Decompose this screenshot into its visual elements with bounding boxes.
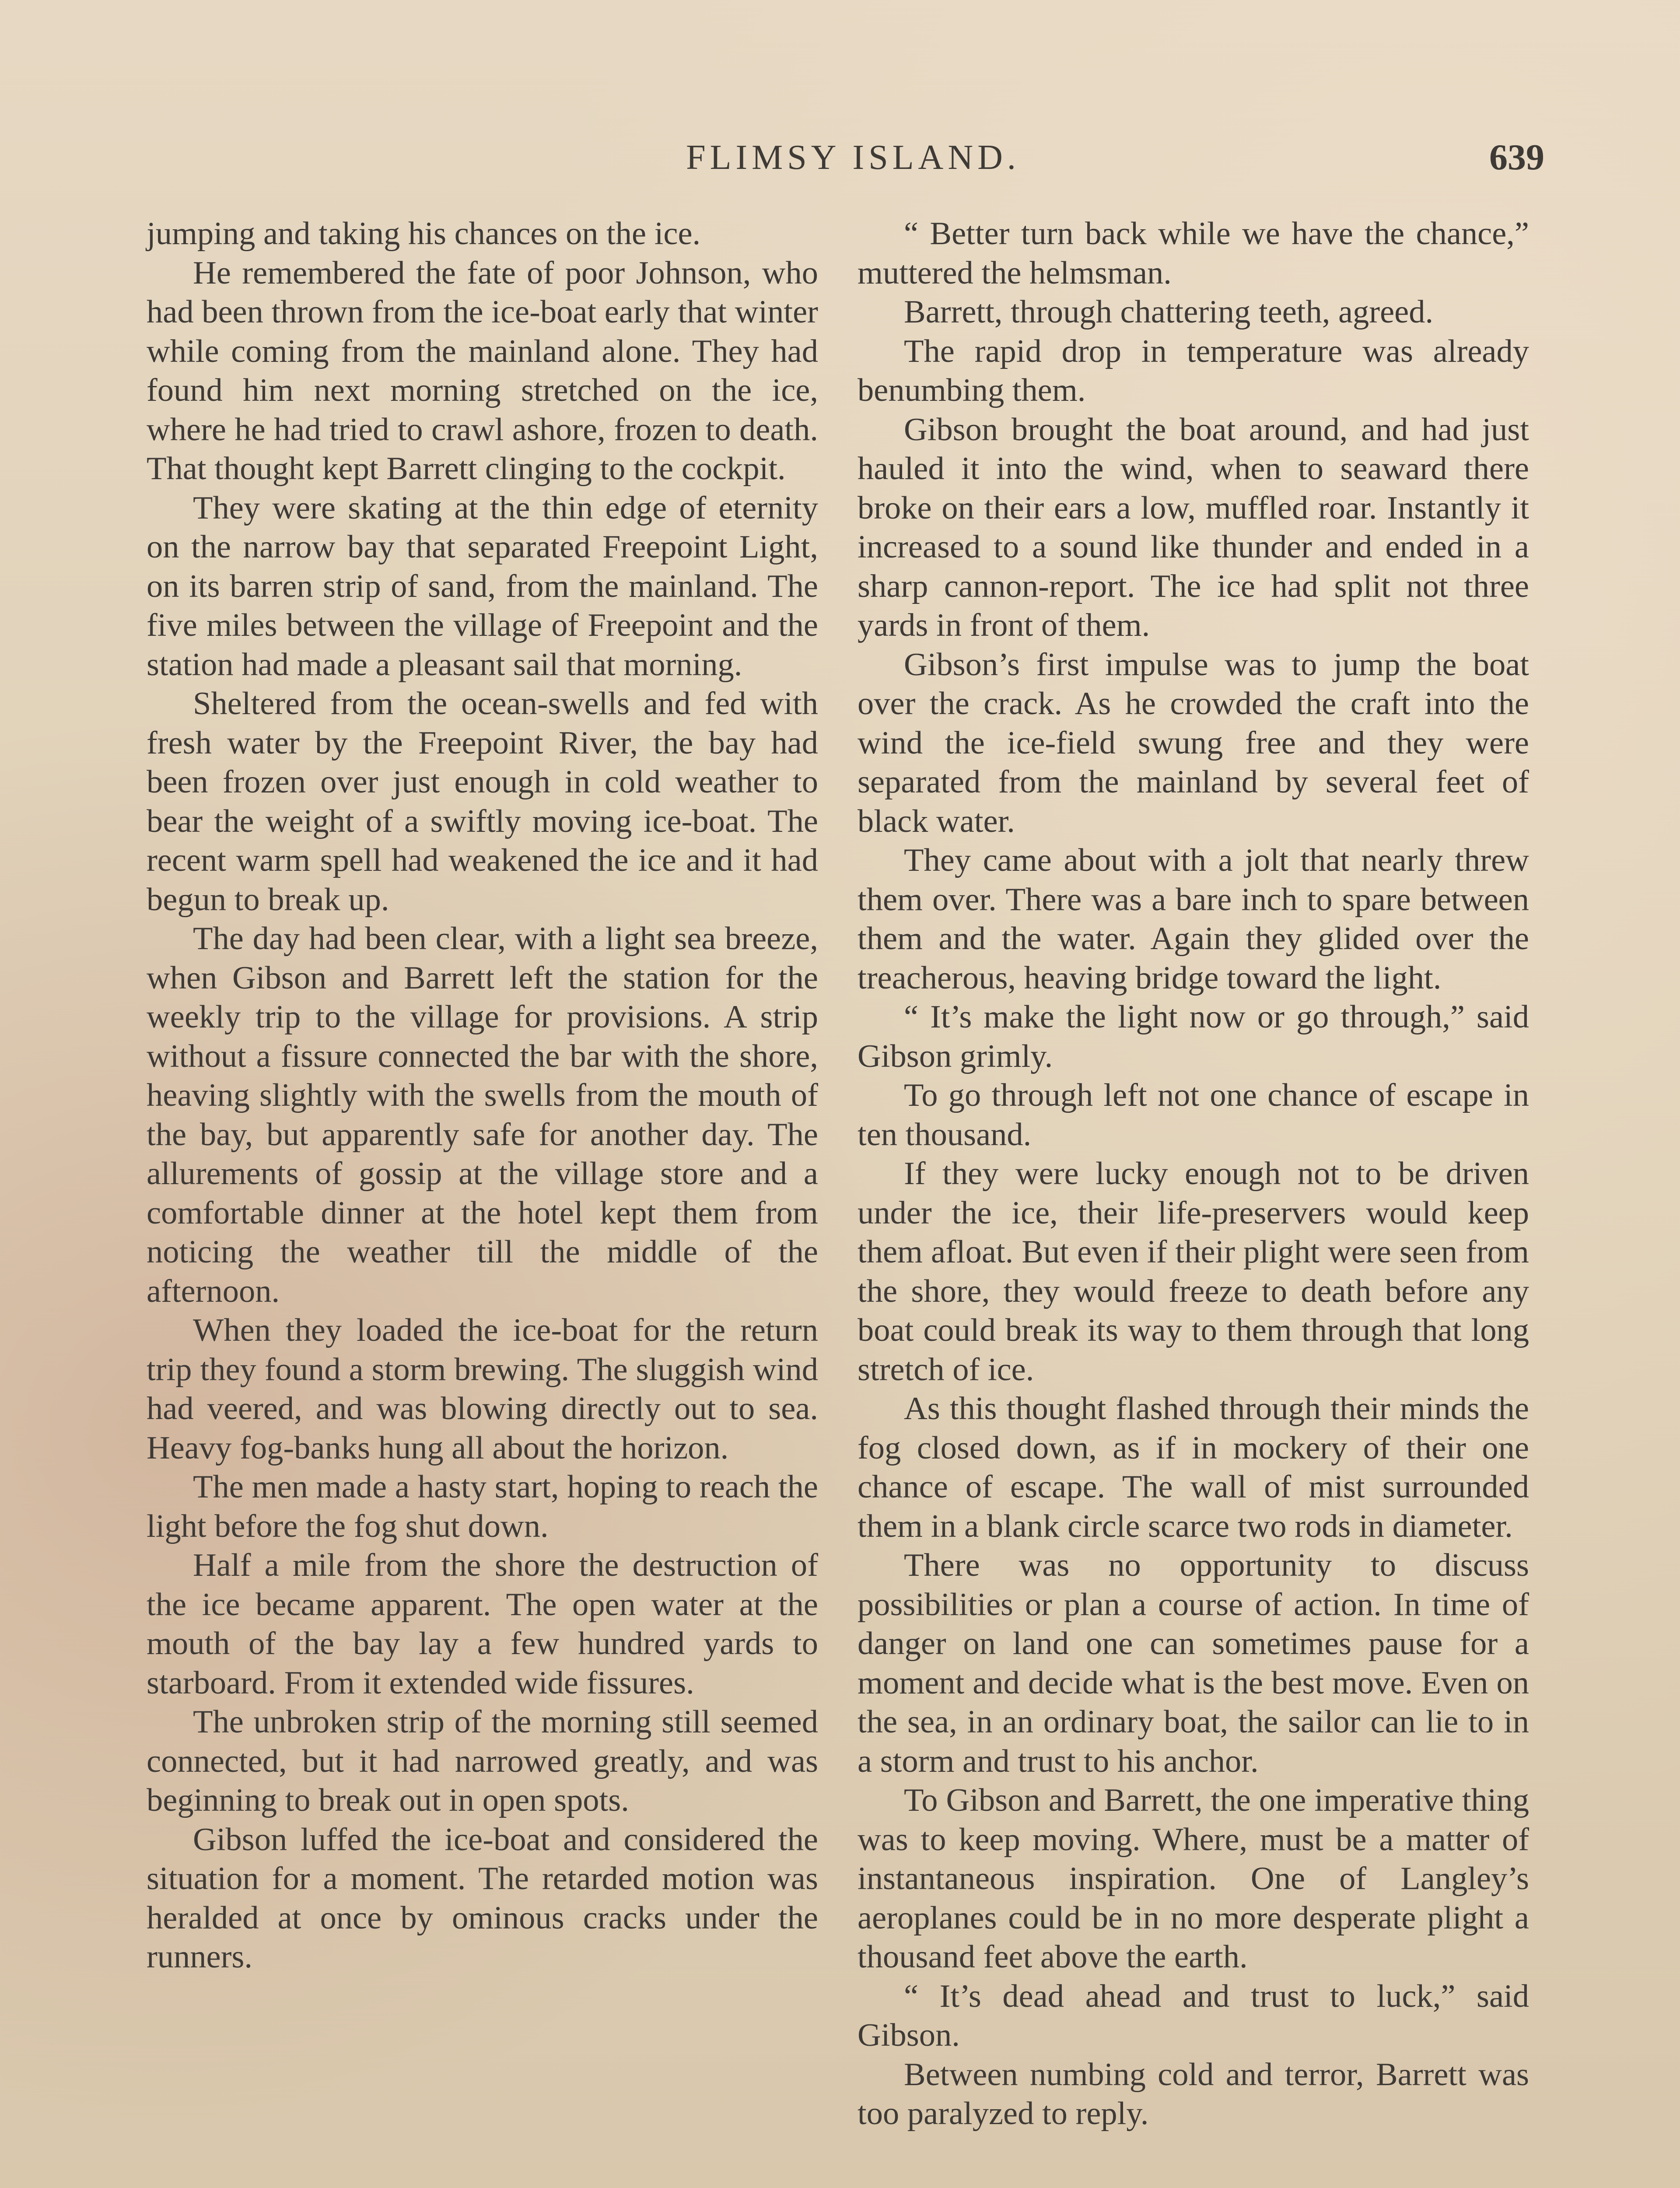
paragraph: jumping and taking his chances on the ice. [147, 216, 701, 252]
paragraph: The rapid drop in temperature was already benumbing them. [858, 333, 1529, 408]
right-column [858, 214, 1529, 2134]
paragraph: Gibson’s first impulse was to jump the boat over the crack. As he crowded the craft into the wind the ice-field swung free and they were separated from the mainland by several feet of black water. [858, 646, 1529, 839]
paragraph: When they loaded the ice-boat for the return trip they found a storm brewing. The sluggish wind had veered, and was blowing directly out to sea. Heavy fog-banks hung all about the horizon. [147, 1312, 818, 1466]
paragraph: “ It’s make the light now or go through,” said Gibson grimly. [858, 999, 1529, 1074]
paragraph: They came about with a jolt that nearly threw them over. There was a bare inch to spare between them and the water. Again they glided over the treacherous, heaving bridge toward the light. [858, 842, 1529, 996]
paragraph: Between numbing cold and terror, Barrett was too paralyzed to reply. [858, 2056, 1529, 2132]
paragraph: To Gibson and Barrett, the one imperative thing was to keep moving. Where, must be a matter of instantaneous inspiration. One of Langley’s aeroplanes could be in no more desperate plight a thousand feet above the earth. [858, 1782, 1529, 1975]
paragraph: If they were lucky enough not to be driven under the ice, their life-preservers would keep them afloat. But even if their plight were seen from the shore, they would freeze to death before any boat could break its way to them through that long stretch of ice. [858, 1156, 1529, 1388]
running-title: FLIMSY ISLAND. [686, 138, 1020, 177]
left-column [147, 214, 818, 1977]
paragraph: Barrett, through chattering teeth, agreed. [904, 294, 1434, 330]
paragraph: As this thought flashed through their minds the fog closed down, as if in mockery of their one chance of escape. The wall of mist surrounded them in a blank circle scarce two rods in diameter. [858, 1391, 1529, 1544]
paragraph: They were skating at the thin edge of eternity on the narrow bay that separated Freepoint Light, on its barren strip of sand, from the mainland. The five miles between the village of Freepoint and the station had made a pleasant sail that morning. [147, 490, 818, 683]
paragraph: The day had been clear, with a light sea breeze, when Gibson and Barrett left the station for the weekly trip to the village for provisions. A strip without a fissure connected the bar with the shore, heaving slightly with the swells from the mouth of the bay, but apparently safe for another day. The allurements of gossip at the village store and a comfortable dinner at the hotel kept them from noticing the weather till the middle of the afternoon. [147, 921, 818, 1309]
paragraph: Gibson brought the boat around, and had just hauled it into the wind, when to seaward there broke on their ears a low, muffled roar. Instantly it increased to a sound like thunder and ended in a sharp cannon-report. The ice had split not three yards in front of them. [858, 411, 1529, 643]
paragraph: Gibson luffed the ice-boat and considered the situation for a moment. The retarded motion was heralded at once by ominous cracks under the runners. [147, 1821, 818, 1975]
page-number: 639 [1489, 137, 1544, 178]
paragraph: “ It’s dead ahead and trust to luck,” said Gibson. [858, 1978, 1529, 2053]
paragraph: “ Better turn back while we have the chance,” muttered the helmsman. [858, 216, 1529, 291]
paragraph: There was no opportunity to discuss possibilities or plan a course of action. In time of danger on land one can sometimes pause for a moment and decide what is the best move. Even on the sea, in an ordinary boat, the sailor can lie to in a storm and trust to his anchor. [858, 1547, 1529, 1779]
page-header [0, 131, 1680, 184]
paragraph: Half a mile from the shore the destruction of the ice became apparent. The open water at the mouth of the bay lay a few hundred yards to starboard. From it extended wide fissures. [147, 1547, 818, 1701]
paragraph: To go through left not one chance of escape in ten thousand. [858, 1077, 1529, 1153]
paragraph: Sheltered from the ocean-swells and fed with fresh water by the Freepoint River, the bay had been frozen over just enough in cold weather to bear the weight of a swiftly moving ice-boat. The recent warm spell had weakened the ice and it had begun to break up. [147, 686, 818, 918]
paragraph: The unbroken strip of the morning still seemed connected, but it had narrowed greatly, and was beginning to break out in open spots. [147, 1704, 818, 1818]
paragraph: The men made a hasty start, hoping to reach the light before the fog shut down. [147, 1469, 818, 1544]
paragraph: He remembered the fate of poor Johnson, who had been thrown from the ice-boat early that winter while coming from the mainland alone. They had found him next morning stretched on the ice, where he had tried to crawl ashore, frozen to death. That thought kept Barrett clinging to the cockpit. [147, 255, 818, 487]
